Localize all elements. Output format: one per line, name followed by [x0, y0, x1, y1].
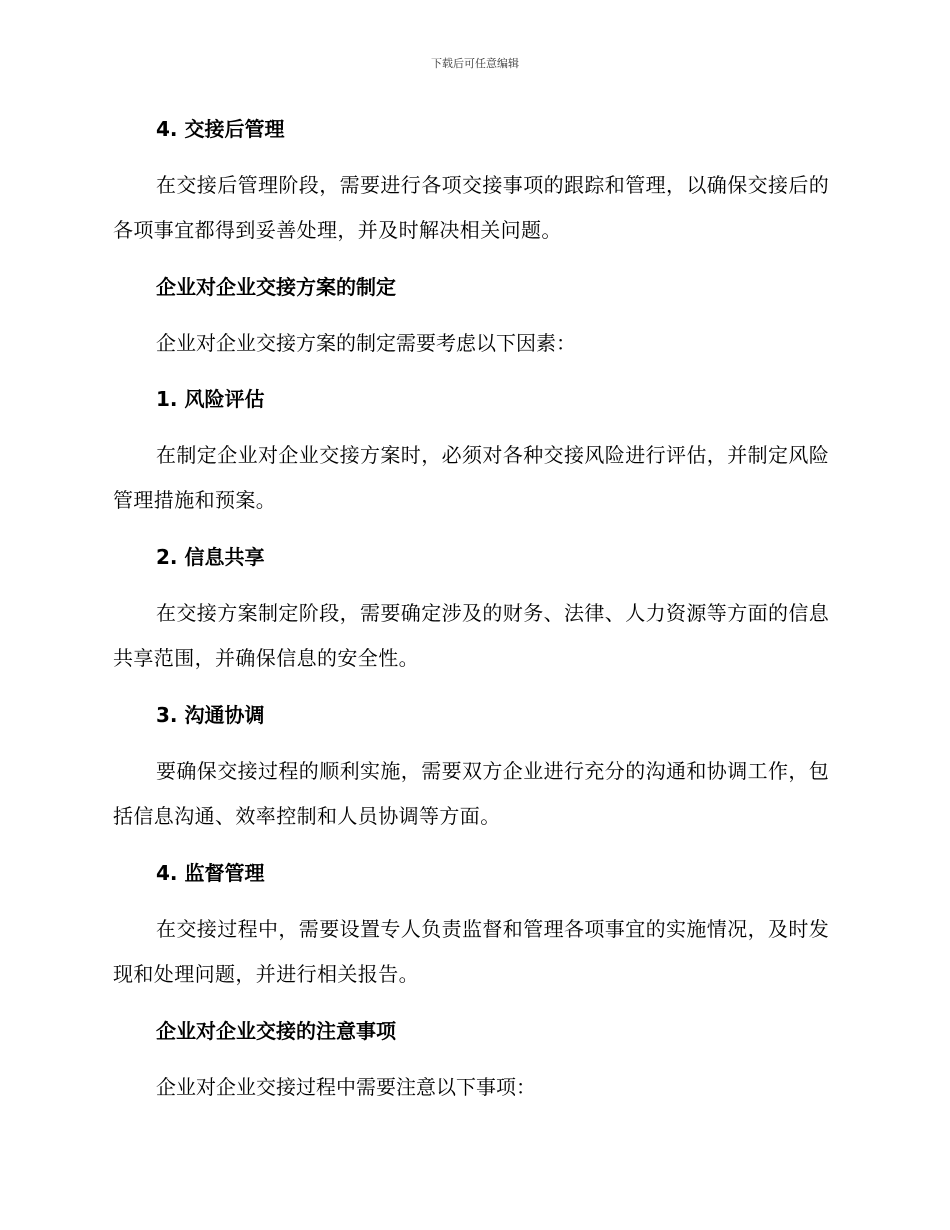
- section-heading: 3. 沟通协调: [156, 703, 265, 727]
- paragraph: 在交接后管理阶段，需要进行各项交接事项的跟踪和管理，以确保交接后的各项事宜都得到妥善处理，并及时解决相关问题。: [113, 173, 830, 242]
- section-heading: 企业对企业交接方案的制定: [156, 275, 396, 299]
- paragraph: 要确保交接过程的顺利实施，需要双方企业进行充分的沟通和协调工作，包括信息沟通、效率控制和人员协调等方面。: [113, 759, 830, 828]
- section-heading: 4. 交接后管理: [156, 117, 285, 141]
- paragraph: 在制定企业对企业交接方案时，必须对各种交接风险进行评估，并制定风险管理措施和预案。: [113, 443, 830, 512]
- section-heading: 2. 信息共享: [156, 545, 265, 569]
- document-body: [113, 113, 835, 1127]
- paragraph: 企业对企业交接过程中需要注意以下事项：: [156, 1075, 536, 1099]
- page-header: 下载后可任意编辑: [431, 57, 519, 70]
- section-heading: 4. 监督管理: [156, 861, 265, 885]
- section-heading: 企业对企业交接的注意事项: [156, 1019, 396, 1043]
- section-heading: 1. 风险评估: [156, 387, 265, 411]
- paragraph: 在交接过程中，需要设置专人负责监督和管理各项事宜的实施情况，及时发现和处理问题，并进行相关报告。: [113, 917, 830, 986]
- paragraph: 企业对企业交接方案的制定需要考虑以下因素：: [156, 331, 576, 355]
- paragraph: 在交接方案制定阶段，需要确定涉及的财务、法律、人力资源等方面的信息共享范围，并确保信息的安全性。: [113, 601, 830, 670]
